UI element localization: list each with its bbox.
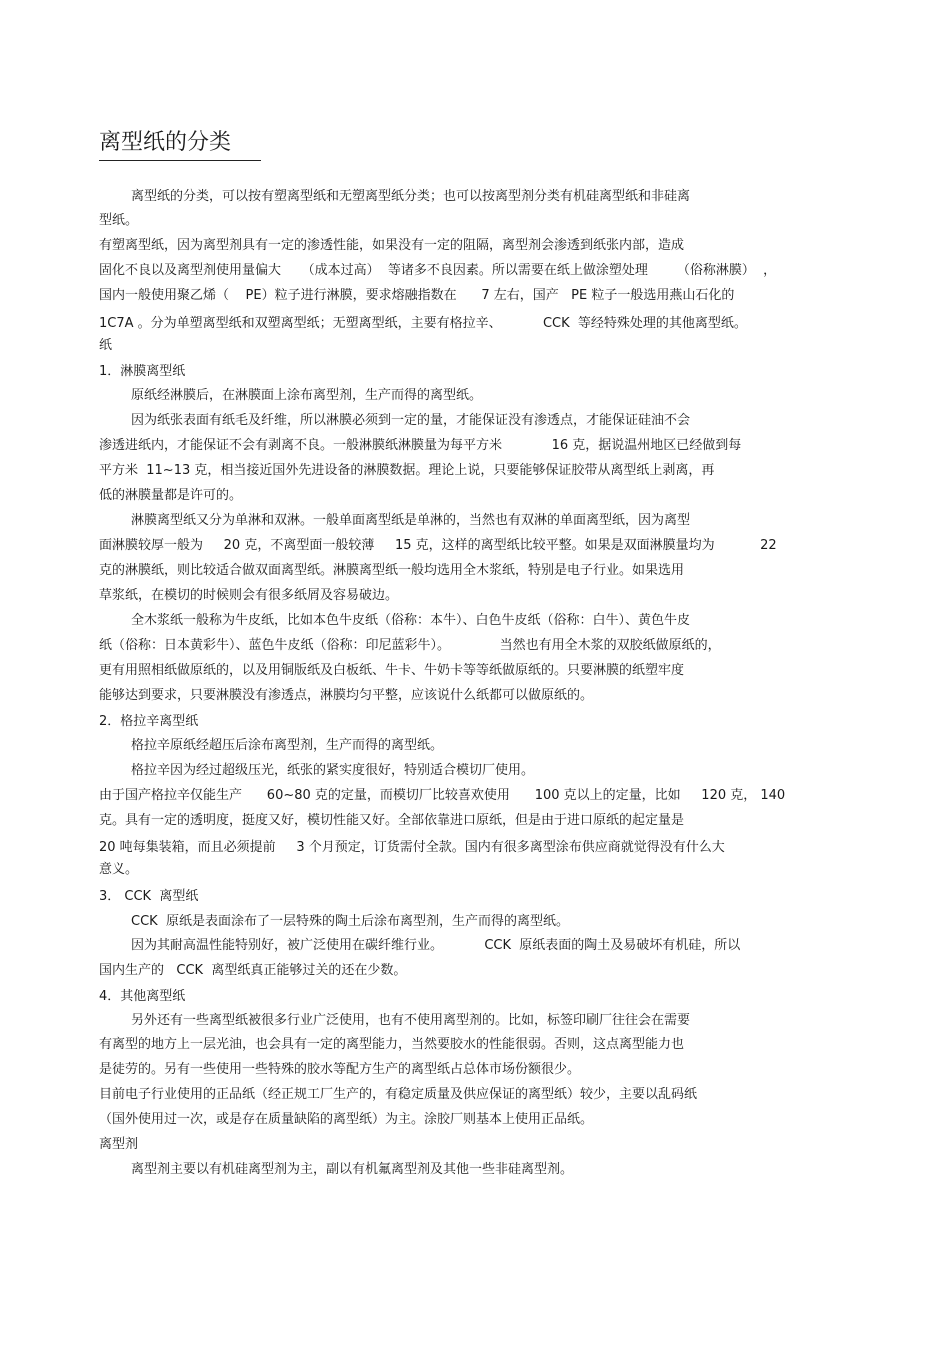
body-line: 面淋膜较厚一般为 20 克，不离型面一般较薄 15 克，这样的离型纸比较平整。如果是双面淋膜量均为 22 [99,538,777,553]
document-title: 离型纸的分类 [99,126,261,161]
body-line: 因为纸张表面有纸毛及纤维，所以淋膜必须到一定的量，才能保证没有渗透点，才能保证硅油不会 [131,413,691,428]
body-line: 能够达到要求，只要淋膜没有渗透点，淋膜均匀平整，应该说什么纸都可以做原纸的。 [99,688,594,703]
body-line: 草浆纸，在模切的时候则会有很多纸屑及容易破边。 [99,588,399,603]
body-line: 有离型的地方上一层光油，也会具有一定的离型能力，当然要胶水的性能很弱。否则，这点离型能力也 [99,1037,685,1052]
body-line: 离型剂主要以有机硅离型剂为主，副以有机氟离型剂及其他一些非硅离型剂。 [131,1162,574,1177]
body-line: 格拉辛原纸经超压后涂布离型剂，生产而得的离型纸。 [131,738,444,753]
body-line: 全木浆纸一般称为牛皮纸，比如本色牛皮纸（俗称：本牛）、白色牛皮纸（俗称：白牛）、黄色牛皮 [131,613,691,628]
body-line: 1C7A 。分为单塑离型纸和双塑离型纸；无塑离型纸，主要有格拉辛、 CCK 等经特殊处理的其他离型纸。 [99,316,747,331]
body-line: 离型纸的分类，可以按有塑离型纸和无塑离型纸分类；也可以按离型剂分类有机硅离型纸和非硅离 [131,189,691,204]
body-line: （国外使用过一次，或是存在质量缺陷的离型纸）为主。涂胶厂则基本上使用正品纸。 [99,1112,594,1127]
body-line: 固化不良以及离型剂使用量偏大 （成本过高） 等诸多不良因素。所以需要在纸上做涂塑处理 （俗称淋膜） ， [99,263,777,278]
body-line: 渗透进纸内，才能保证不会有剥离不良。一般淋膜纸淋膜量为每平方米 16 克，据说温州地区已经做到每 [99,438,742,453]
body-line: 平方米 11~13 克，相当接近国外先进设备的淋膜数据。理论上说，只要能够保证胶带从离型纸上剥离，再 [99,463,715,478]
body-line: 有塑离型纸，因为离型剂具有一定的渗透性能，如果没有一定的阻隔，离型剂会渗透到纸张内部，造成 [99,238,685,253]
body-line: 20 吨每集装箱，而且必须提前 3 个月预定，订货需付全款。国内有很多离型涂布供应商就觉得没有什么大 [99,840,725,855]
body-line: 型纸。 [99,213,139,228]
section-heading: 2．格拉辛离型纸 [99,714,199,729]
body-line: 目前电子行业使用的正品纸（经正规工厂生产的，有稳定质量及供应保证的离型纸）较少，主要以乱码纸 [99,1087,698,1102]
body-line: 国内生产的 CCK 离型纸真正能够过关的还在少数。 [99,963,407,978]
section-heading: 1．淋膜离型纸 [99,364,186,379]
section-heading: 4．其他离型纸 [99,989,186,1004]
body-line: CCK 原纸是表面涂布了一层特殊的陶土后涂布离型剂，生产而得的离型纸。 [131,914,569,929]
section-heading: 离型剂 [99,1137,139,1152]
body-line: 克的淋膜纸，则比较适合做双面离型纸。淋膜离型纸一般均选用全木浆纸，特别是电子行业。如果选用 [99,563,685,578]
body-line: 意义。 [99,862,139,877]
body-line: 更有用照相纸做原纸的，以及用铜版纸及白板纸、牛卡、牛奶卡等等纸做原纸的。只要淋膜的纸塑牢度 [99,663,685,678]
body-line: 纸（俗称：日本黄彩牛）、蓝色牛皮纸（俗称：印尼蓝彩牛）。 当然也有用全木浆的双胶纸做原纸的， [99,638,721,653]
body-line: 克。具有一定的透明度，挺度又好，模切性能又好。全部依靠进口原纸，但是由于进口原纸的起定量是 [99,813,685,828]
body-line: 另外还有一些离型纸被很多行业广泛使用，也有不使用离型剂的。比如，标签印刷厂往往会在需要 [131,1013,691,1028]
body-line: 因为其耐高温性能特别好，被广泛使用在碳纤维行业。 CCK 原纸表面的陶土及易破坏有机硅，所以 [131,938,741,953]
body-line: 国内一般使用聚乙烯（ PE）粒子进行淋膜，要求熔融指数在 7 左右，国产 PE 粒子一般选用燕山石化的 [99,288,735,303]
body-line: 格拉辛因为经过超级压光，纸张的紧实度很好，特别适合模切厂使用。 [131,763,535,778]
body-line: 原纸经淋膜后，在淋膜面上涂布离型剂，生产而得的离型纸。 [131,388,483,403]
body-line: 淋膜离型纸又分为单淋和双淋。一般单面离型纸是单淋的，当然也有双淋的单面离型纸，因为离型 [131,513,691,528]
body-line: 是徒劳的。另有一些使用一些特殊的胶水等配方生产的离型纸占总体市场份额很少。 [99,1062,581,1077]
body-line: 低的淋膜量都是许可的。 [99,488,243,503]
body-line: 由于国产格拉辛仅能生产 60~80 克的定量，而模切厂比较喜欢使用 100 克以上的定量，比如 120 克， 140 [99,788,786,803]
section-heading: 3． CCK 离型纸 [99,889,199,904]
body-line: 纸 [99,338,113,353]
